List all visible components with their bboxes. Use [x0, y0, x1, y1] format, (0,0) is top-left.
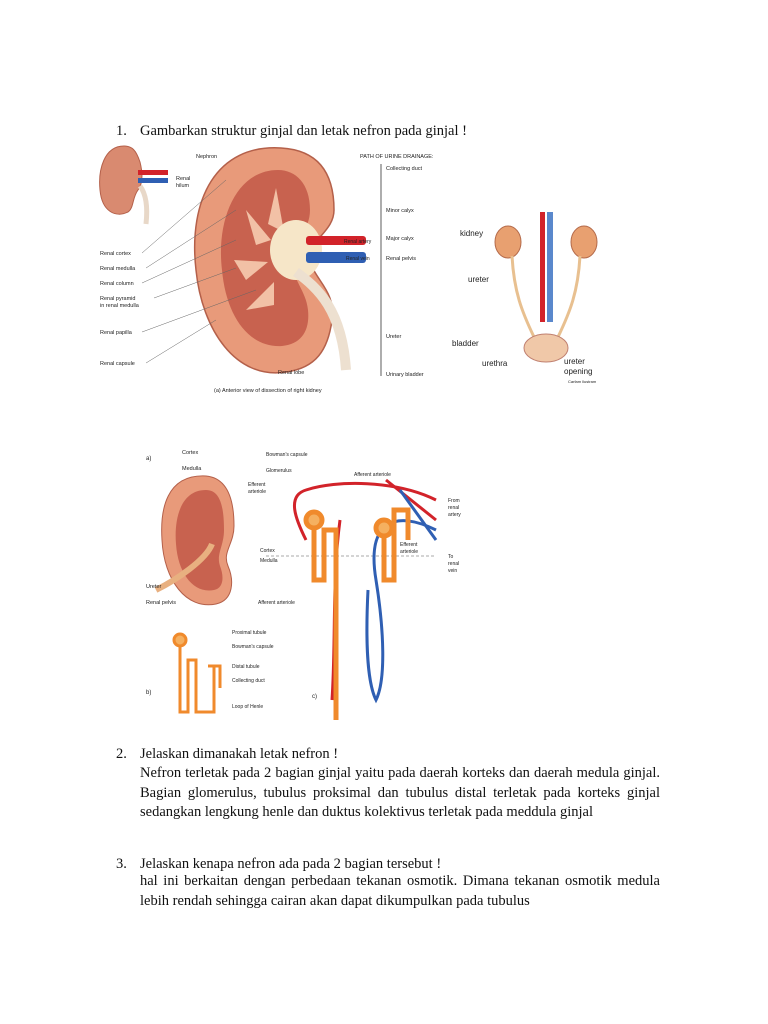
- label-renal-medulla: Renal medulla: [100, 266, 136, 272]
- label-renal-pyramid: Renal pyramid: [100, 296, 136, 302]
- c-to-3: vein: [448, 568, 458, 574]
- answer-3: hal ini berkaitan dengan perbedaan tekanan osmotik. Dimana tekanan osmotik medula lebih rendah sehingga cairan akan dapat dikumpulkan pada tubulus: [140, 873, 660, 909]
- c-glomerulus: Glomerulus: [266, 468, 292, 474]
- panel-a-renal-pelvis: Renal pelvis: [146, 600, 176, 606]
- label-kidney: kidney: [460, 229, 484, 238]
- c-efferent-1: Efferent: [248, 482, 266, 488]
- c-efferent-2: arteriole: [248, 489, 267, 495]
- question-text: Gambarkan struktur ginjal dan letak nefron pada ginjal !: [140, 123, 467, 139]
- label-renal-lobe: Renal lobe: [278, 370, 305, 376]
- c-to-1: To: [448, 554, 454, 560]
- c-afferent-arteriole-mid: Afferent arteriole: [258, 600, 295, 606]
- hilum-label-1: Renal: [176, 176, 191, 182]
- small-nephron-icon: [174, 634, 220, 712]
- c-efferent-r-2: arteriole: [400, 549, 419, 555]
- label-renal-vein: Renal vein: [346, 256, 370, 262]
- question-number: 1.: [116, 123, 127, 139]
- c-from-1: From: [448, 498, 460, 504]
- question-text: Jelaskan kenapa nefron ada pada 2 bagian tersebut !: [140, 856, 442, 872]
- c-bowmans-capsule: Bowman's capsule: [266, 452, 308, 458]
- b-bowmans-capsule: Bowman's capsule: [232, 644, 274, 650]
- question-number: 3.: [116, 856, 127, 872]
- hilum-label-2: hilum: [176, 183, 190, 189]
- label-renal-column: Renal column: [100, 281, 134, 287]
- c-from-2: renal: [448, 505, 460, 511]
- kidney-dissection-figure: [96, 140, 458, 402]
- path-collecting-duct: Collecting duct: [386, 166, 423, 172]
- b-proximal-tubule: Proximal tubule: [232, 630, 267, 636]
- label-renal-artery: Renal artery: [344, 239, 372, 245]
- label-ureter-opening-1: ureter: [564, 357, 585, 366]
- question-text: Jelaskan dimanakah letak nefron !: [140, 746, 339, 762]
- b-collecting-duct: Collecting duct: [232, 678, 265, 684]
- small-kidney-icon: [100, 146, 168, 224]
- panel-b-label: b): [146, 690, 152, 696]
- panel-a-cortex: Cortex: [182, 450, 199, 456]
- b-loop-of-henle: Loop of Henle: [232, 704, 264, 710]
- answer-2: Nefron terletak pada 2 bagian ginjal yaitu pada daerah korteks dan daerah medula ginjal. Bagian glomerulus, tubulus proksimal dan tubulus distal terletak pada korteks ginjal sedangkan lengkung henle dan duktus kolektivus terletak pada meddula ginjal: [140, 765, 660, 820]
- c-efferent-r-1: Efferent: [400, 542, 418, 548]
- c-to-2: renal: [448, 561, 460, 567]
- c-afferent-arteriole-top: Afferent arteriole: [354, 472, 391, 478]
- label-bladder: bladder: [452, 339, 479, 348]
- label-renal-cortex: Renal cortex: [100, 251, 131, 257]
- label-ureter-opening-2: opening: [564, 367, 593, 376]
- path-minor-calyx: Minor calyx: [386, 208, 414, 214]
- nephron-figure: [136, 440, 468, 728]
- label-renal-capsule: Renal capsule: [100, 361, 135, 367]
- c-medulla: Medulla: [260, 558, 278, 564]
- panel-a-medulla: Medulla: [182, 466, 202, 472]
- panel-a-label: a): [146, 456, 152, 462]
- path-ureter: Ureter: [386, 334, 402, 340]
- label-renal-papilla: Renal papilla: [100, 330, 132, 336]
- label-ureter: ureter: [468, 275, 489, 284]
- question-number: 2.: [116, 746, 127, 762]
- path-urinary-bladder: Urinary bladder: [386, 372, 424, 378]
- path-renal-pelvis: Renal pelvis: [386, 256, 416, 262]
- path-major-calyx: Major calyx: [386, 236, 414, 242]
- label-nephron: Nephron: [196, 154, 218, 160]
- label-urethra: urethra: [482, 359, 508, 368]
- label-in-renal-medulla: in renal medulla: [100, 303, 139, 309]
- panel-c-label: c): [312, 694, 317, 700]
- c-cortex: Cortex: [260, 548, 275, 554]
- urine-path: [381, 164, 424, 378]
- figure-caption: (a) Anterior view of dissection of right kidney: [214, 388, 322, 394]
- large-kidney-section: [195, 148, 366, 373]
- b-distal-tubule: Distal tubule: [232, 664, 260, 670]
- nephron-tubule: [306, 510, 408, 720]
- urinary-system-figure: [452, 212, 612, 387]
- panel-a-ureter: Ureter: [146, 584, 162, 590]
- figure-credit: Carfam llustram: [568, 379, 597, 384]
- path-title: PATH OF URINE DRAINAGE:: [360, 154, 434, 160]
- c-from-3: artery: [448, 512, 461, 518]
